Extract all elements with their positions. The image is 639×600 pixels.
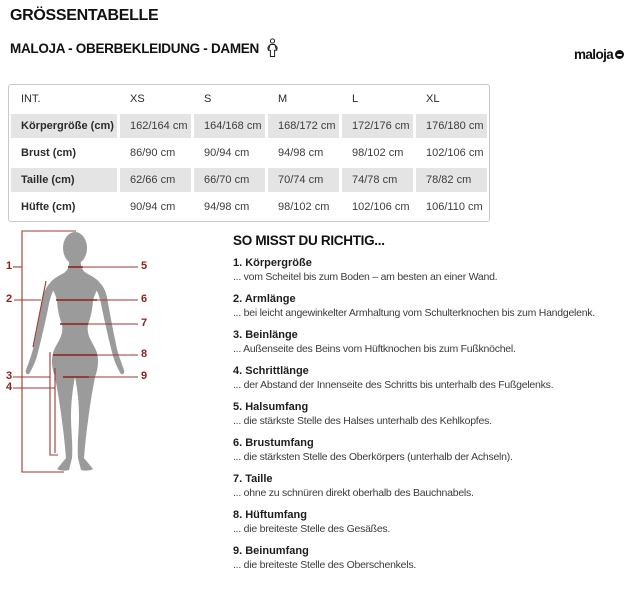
guide-item <box>233 544 637 572</box>
guide-item <box>233 328 637 356</box>
table-cell: 90/94 cm <box>130 201 176 213</box>
table-cell: 74/78 cm <box>342 168 413 192</box>
row-label: Hüfte (cm) <box>21 201 76 213</box>
measure-point-label: 6 <box>141 293 148 305</box>
brand-logo <box>574 47 624 62</box>
guide-item-desc: ... die breiteste Stelle des Oberschenkels. <box>233 559 417 571</box>
column-header: XS <box>130 93 145 105</box>
row-label: Brust (cm) <box>21 147 77 159</box>
brand-mark-icon <box>615 50 624 59</box>
guide-item-title: 3. Beinlänge <box>233 329 298 341</box>
guide-item <box>233 436 637 464</box>
table-cell: 172/176 cm <box>342 114 413 138</box>
column-header: XL <box>426 93 440 105</box>
female-figure-icon <box>266 38 279 58</box>
measure-point-label: 7 <box>141 317 148 329</box>
table-cell: 106/110 cm <box>426 201 483 213</box>
table-cell: 98/102 cm <box>352 147 404 159</box>
table-cell: 102/106 cm <box>352 201 410 213</box>
table-row <box>11 114 487 138</box>
table-cell: 176/180 cm <box>416 114 487 138</box>
measure-point-label: 9 <box>141 370 148 382</box>
measurement-diagram <box>0 225 165 485</box>
guide-item-title: 9. Beinumfang <box>233 545 309 557</box>
guide-item-title: 6. Brustumfang <box>233 437 314 449</box>
table-row <box>11 168 487 192</box>
row-label: Körpergröße (cm) <box>11 114 117 138</box>
column-header: M <box>278 93 288 105</box>
guide-item-title: 1. Körpergröße <box>233 257 312 269</box>
table-cell: 168/172 cm <box>268 114 339 138</box>
guide-item <box>233 292 637 320</box>
table-cell: 164/168 cm <box>194 114 265 138</box>
guide-item-desc: ... Außenseite des Beins vom Hüftknochen bis zum Fußknöchel. <box>233 343 516 355</box>
guide-item-desc: ... die stärksten Stelle des Oberkörpers (unterhalb der Achseln). <box>233 451 513 463</box>
measure-point-label: 8 <box>141 348 148 360</box>
table-cell: 94/98 cm <box>278 147 324 159</box>
measure-point-label: 1 <box>6 260 13 272</box>
table-cell: 62/66 cm <box>120 168 191 192</box>
measure-point-label: 4 <box>6 381 13 393</box>
guide-item <box>233 364 637 392</box>
column-header: INT. <box>21 93 41 105</box>
brand-wordmark: maloja <box>574 47 614 62</box>
guide-item-title: 4. Schrittlänge <box>233 365 309 377</box>
guide-item <box>233 256 637 284</box>
guide-item-desc: ... der Abstand der Innenseite des Schritts bis unterhalb des Fußgelenks. <box>233 379 554 391</box>
table-row <box>11 141 487 165</box>
table-row <box>11 195 487 219</box>
column-header: S <box>204 93 212 105</box>
guide-item <box>233 472 637 500</box>
guide-item <box>233 400 637 428</box>
table-cell: 162/164 cm <box>120 114 191 138</box>
guide-item-desc: ... die breiteste Stelle des Gesäßes. <box>233 523 391 535</box>
guide-item <box>233 508 637 536</box>
guide-item-desc: ... die stärkste Stelle des Halses unterhalb des Kehlkopfes. <box>233 415 492 427</box>
table-cell: 86/90 cm <box>130 147 176 159</box>
page-title: GRÖSSENTABELLE <box>10 7 159 24</box>
guide-item-title: 8. Hüftumfang <box>233 509 307 521</box>
guide-title: SO MISST DU RICHTIG... <box>233 233 385 248</box>
measure-point-label: 2 <box>6 293 13 305</box>
measuring-guide <box>233 233 637 580</box>
column-header: L <box>352 93 359 105</box>
category-title: MALOJA - OBERBEKLEIDUNG - DAMEN <box>10 40 259 56</box>
guide-item-desc: ... vom Scheitel bis zum Boden – am besten an einer Wand. <box>233 271 498 283</box>
category-header <box>10 38 279 58</box>
table-cell: 66/70 cm <box>194 168 265 192</box>
size-table <box>8 84 490 222</box>
table-cell: 90/94 cm <box>204 147 250 159</box>
measure-point-label: 5 <box>141 260 148 272</box>
guide-item-title: 7. Taille <box>233 473 273 485</box>
table-cell: 94/98 cm <box>204 201 250 213</box>
guide-item-desc: ... ohne zu schnüren direkt oberhalb des Bauchnabels. <box>233 487 474 499</box>
table-cell: 70/74 cm <box>268 168 339 192</box>
measure-point-label: 3 <box>6 370 13 382</box>
size-table-header-row <box>11 87 487 111</box>
table-cell: 102/106 cm <box>426 147 484 159</box>
guide-item-desc: ... bei leicht angewinkelter Armhaltung vom Schulterknochen bis zum Handgelenk. <box>233 307 595 319</box>
guide-item-title: 2. Armlänge <box>233 293 296 305</box>
row-label: Taille (cm) <box>11 168 117 192</box>
guide-item-title: 5. Halsumfang <box>233 401 309 413</box>
table-cell: 78/82 cm <box>416 168 487 192</box>
table-cell: 98/102 cm <box>278 201 330 213</box>
